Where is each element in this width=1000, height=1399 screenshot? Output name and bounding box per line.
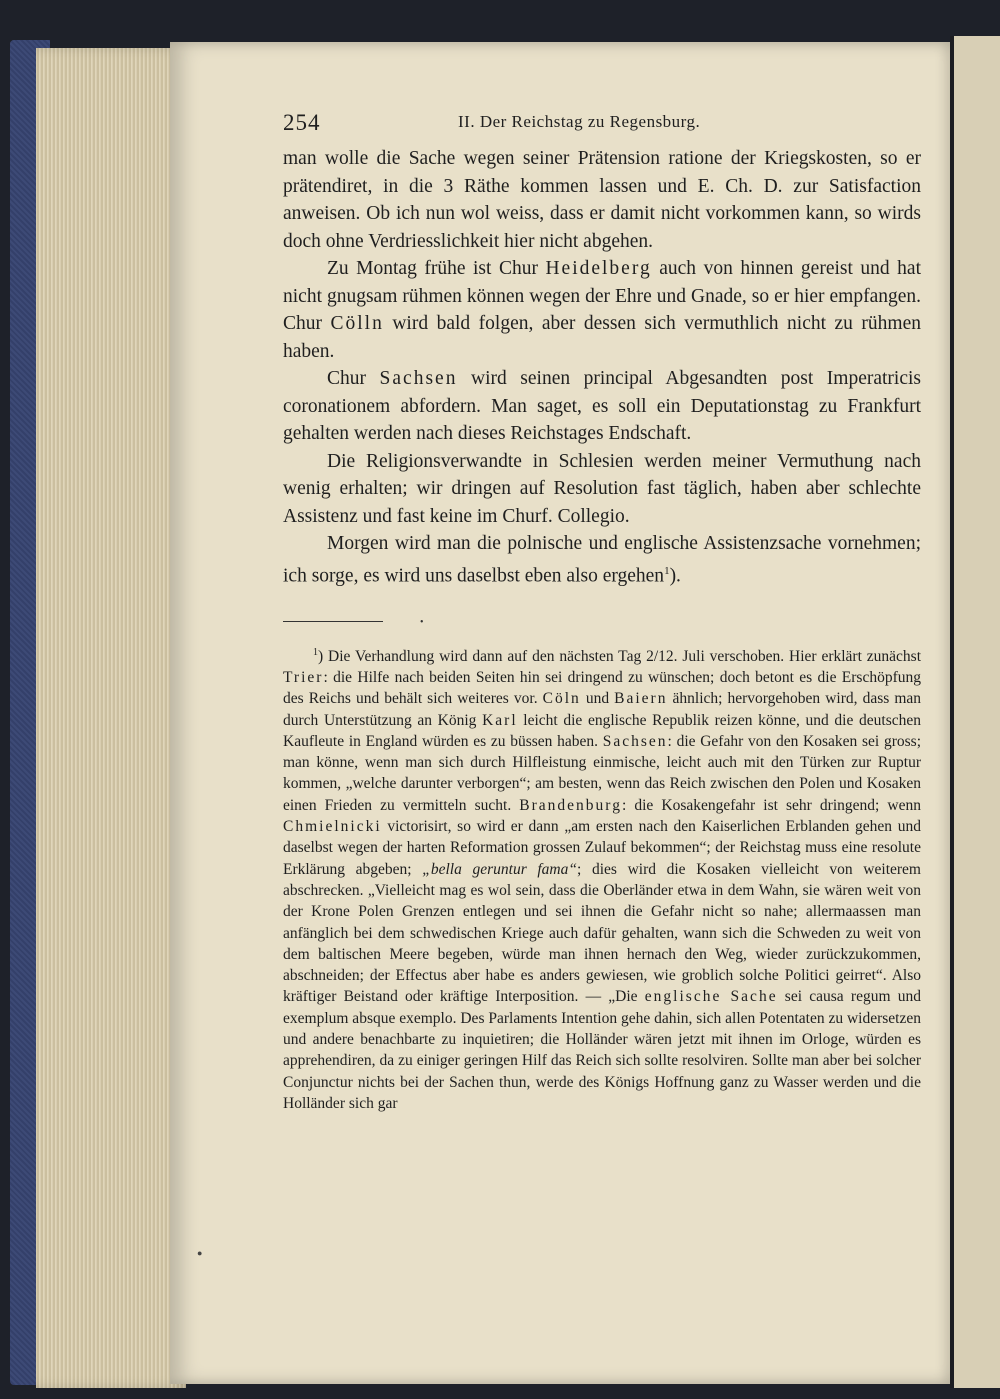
text-run: ähnlich; hervorgehoben wird, dass man durch Unterstützung an König	[283, 690, 922, 729]
stacked-page-edges	[36, 48, 186, 1388]
text-run: leicht die englische Republik reizen könne, und die deutschen Kaufleute in England würden es zu büssen haben.	[283, 711, 921, 750]
paragraph: Die Religionsverwandte in Schlesien werden meiner Vermuthung nach wenig erhalten; wir dringen auf Resolution fast täglich, haben aber schlechte Assistenz und fast keine im Churf. Collegio.	[283, 450, 921, 527]
person-name: Baiern	[614, 690, 668, 708]
page-content	[283, 100, 921, 1114]
text-run: Zu Montag frühe ist Chur	[327, 258, 546, 279]
running-title: II. Der Reichstag zu Regensburg.	[458, 112, 701, 131]
person-name: Karl	[482, 711, 518, 729]
text-run: Chur	[327, 368, 380, 389]
person-name: Brandenburg	[519, 796, 622, 814]
spaced-phrase: englische Sache	[644, 988, 778, 1006]
text-run: Morgen wird man die polnische und englische Assistenzsache vornehmen; ich sorge, es wird uns daselbst eben also ergehen	[283, 533, 921, 586]
footnote	[283, 642, 921, 1115]
footnote-reference[interactable]: 1	[664, 564, 670, 577]
text-run: ; dies wird die Kosaken vielleicht von weiterem abschrecken. „Vielleicht mag es wol sein, dass die Oberländer etwa in dem Wahn, sie wären weit von der Krone Polen Grenzen entlegen und sei ihnen die Gefahr nicht so nahe; allermaassen man anfänglich bei dem schwedischen Kriege auch dafür gehalten, wann sich die Schweden zu weit von dem baltischen Meere begeben, würde man ihnen hernach den Weg, wieder zurückzukommen, abschneiden; der Effectus aber habe es anders gewiesen, wie groblich solche Politici geirret“. Also kräftiger Beistand oder kräftige Interposition. — „Die	[283, 860, 921, 1006]
person-name: Sachsen	[379, 368, 458, 389]
text-run: ).	[669, 565, 681, 586]
person-name: Heidelberg	[545, 258, 652, 279]
separator-dot: •	[420, 616, 424, 628]
person-name: Sachsen	[602, 732, 668, 750]
latin-quote: „bella geruntur fama“	[422, 860, 577, 878]
facing-page-edge	[950, 36, 1000, 1388]
paragraph: man wolle die Sache wegen seiner Prätension ratione der Kriegskosten, so er prätendiret, in die 3 Räthe kommen lassen und E. Ch. D. zur Satisfaction anweisen. Ob ich nun wol weiss, dass er damit nicht vorkommen kann, so wirds doch ohne Verdriesslichkeit hier nicht abgehen.	[283, 148, 921, 252]
person-name: Cölln	[330, 313, 384, 334]
paragraph	[283, 530, 921, 590]
main-text	[283, 145, 921, 590]
text-run: victorisirt, so wird er dann „am ersten nach den Kaiserlichen Erblanden gehen und daselbst wegen der harten Reformation grossen Zulauf bekommen“; der Reichstag muss eine resolute Erklärung abgeben;	[283, 818, 921, 878]
paragraph	[283, 365, 921, 448]
person-name: Chmielnicki	[283, 818, 382, 836]
page-number: 254	[283, 110, 321, 135]
text-run: sei causa regum und exemplum absque exemplo. Des Parlaments Intention gehe dahin, sich allen Potentaten zu widersetzen und andere benachbarte zu inquietiren; die Holländer wären jetzt mit ihnen im Orloge, würden es apprehendiren, da zu einiger geringen Hilf das Reich sich sollte resolviren. Sollte man aber bei solcher Conjunctur nichts bei der Sachen thun, werde des Königs Hoffnung ganz zu Wasser werden und die Holländer sich gar	[283, 988, 921, 1112]
footnote-separator	[283, 616, 921, 628]
person-name: Trier	[283, 668, 324, 686]
text-run: auch von hinnen gereist und hat nicht gnugsam rühmen können wegen der Ehre und Gnade, so er hier empfangen. Chur	[283, 258, 921, 334]
separator-line	[283, 621, 383, 622]
running-head	[283, 100, 921, 140]
text-run: : die Hilfe nach beiden Seiten hin sei dringend zu wünschen; doch betont es die Erschöpfung des Reichs und behält sich weiteres vor.	[283, 668, 921, 708]
text-run: ) Die Verhandlung wird dann auf den nächsten Tag 2/12. Juli verschoben. Hier erklärt zunächst	[318, 647, 921, 665]
text-run: : die Gefahr von den Kosaken sei gross; man könne, wenn man sich durch Hilfleistung einmische, leicht auch mit den Türken zur Ruptur kommen, „welche darunter verborgen“; am besten, wenn das Reich zwischen den Polen und Kosaken einen Frieden zu vermitteln sucht.	[283, 732, 921, 814]
text-run: und	[580, 690, 615, 708]
margin-mark: ●	[197, 1248, 203, 1258]
footnotes	[283, 642, 921, 1115]
paragraph	[283, 255, 921, 365]
person-name: Cöln	[542, 690, 581, 708]
footnote-marker: 1	[313, 646, 318, 658]
book-page	[170, 42, 950, 1384]
text-run: wird seinen principal Abgesandten post Imperatricis coronationem abfordern. Man saget, es soll ein Deputationstag zu Frankfurt gehalten werden nach dieses Reichstages Endschaft.	[283, 368, 922, 444]
text-run: : die Kosakengefahr ist sehr dringend; wenn	[621, 796, 921, 814]
text-run: wird bald folgen, aber dessen sich vermuthlich nicht zu rühmen haben.	[283, 313, 921, 362]
